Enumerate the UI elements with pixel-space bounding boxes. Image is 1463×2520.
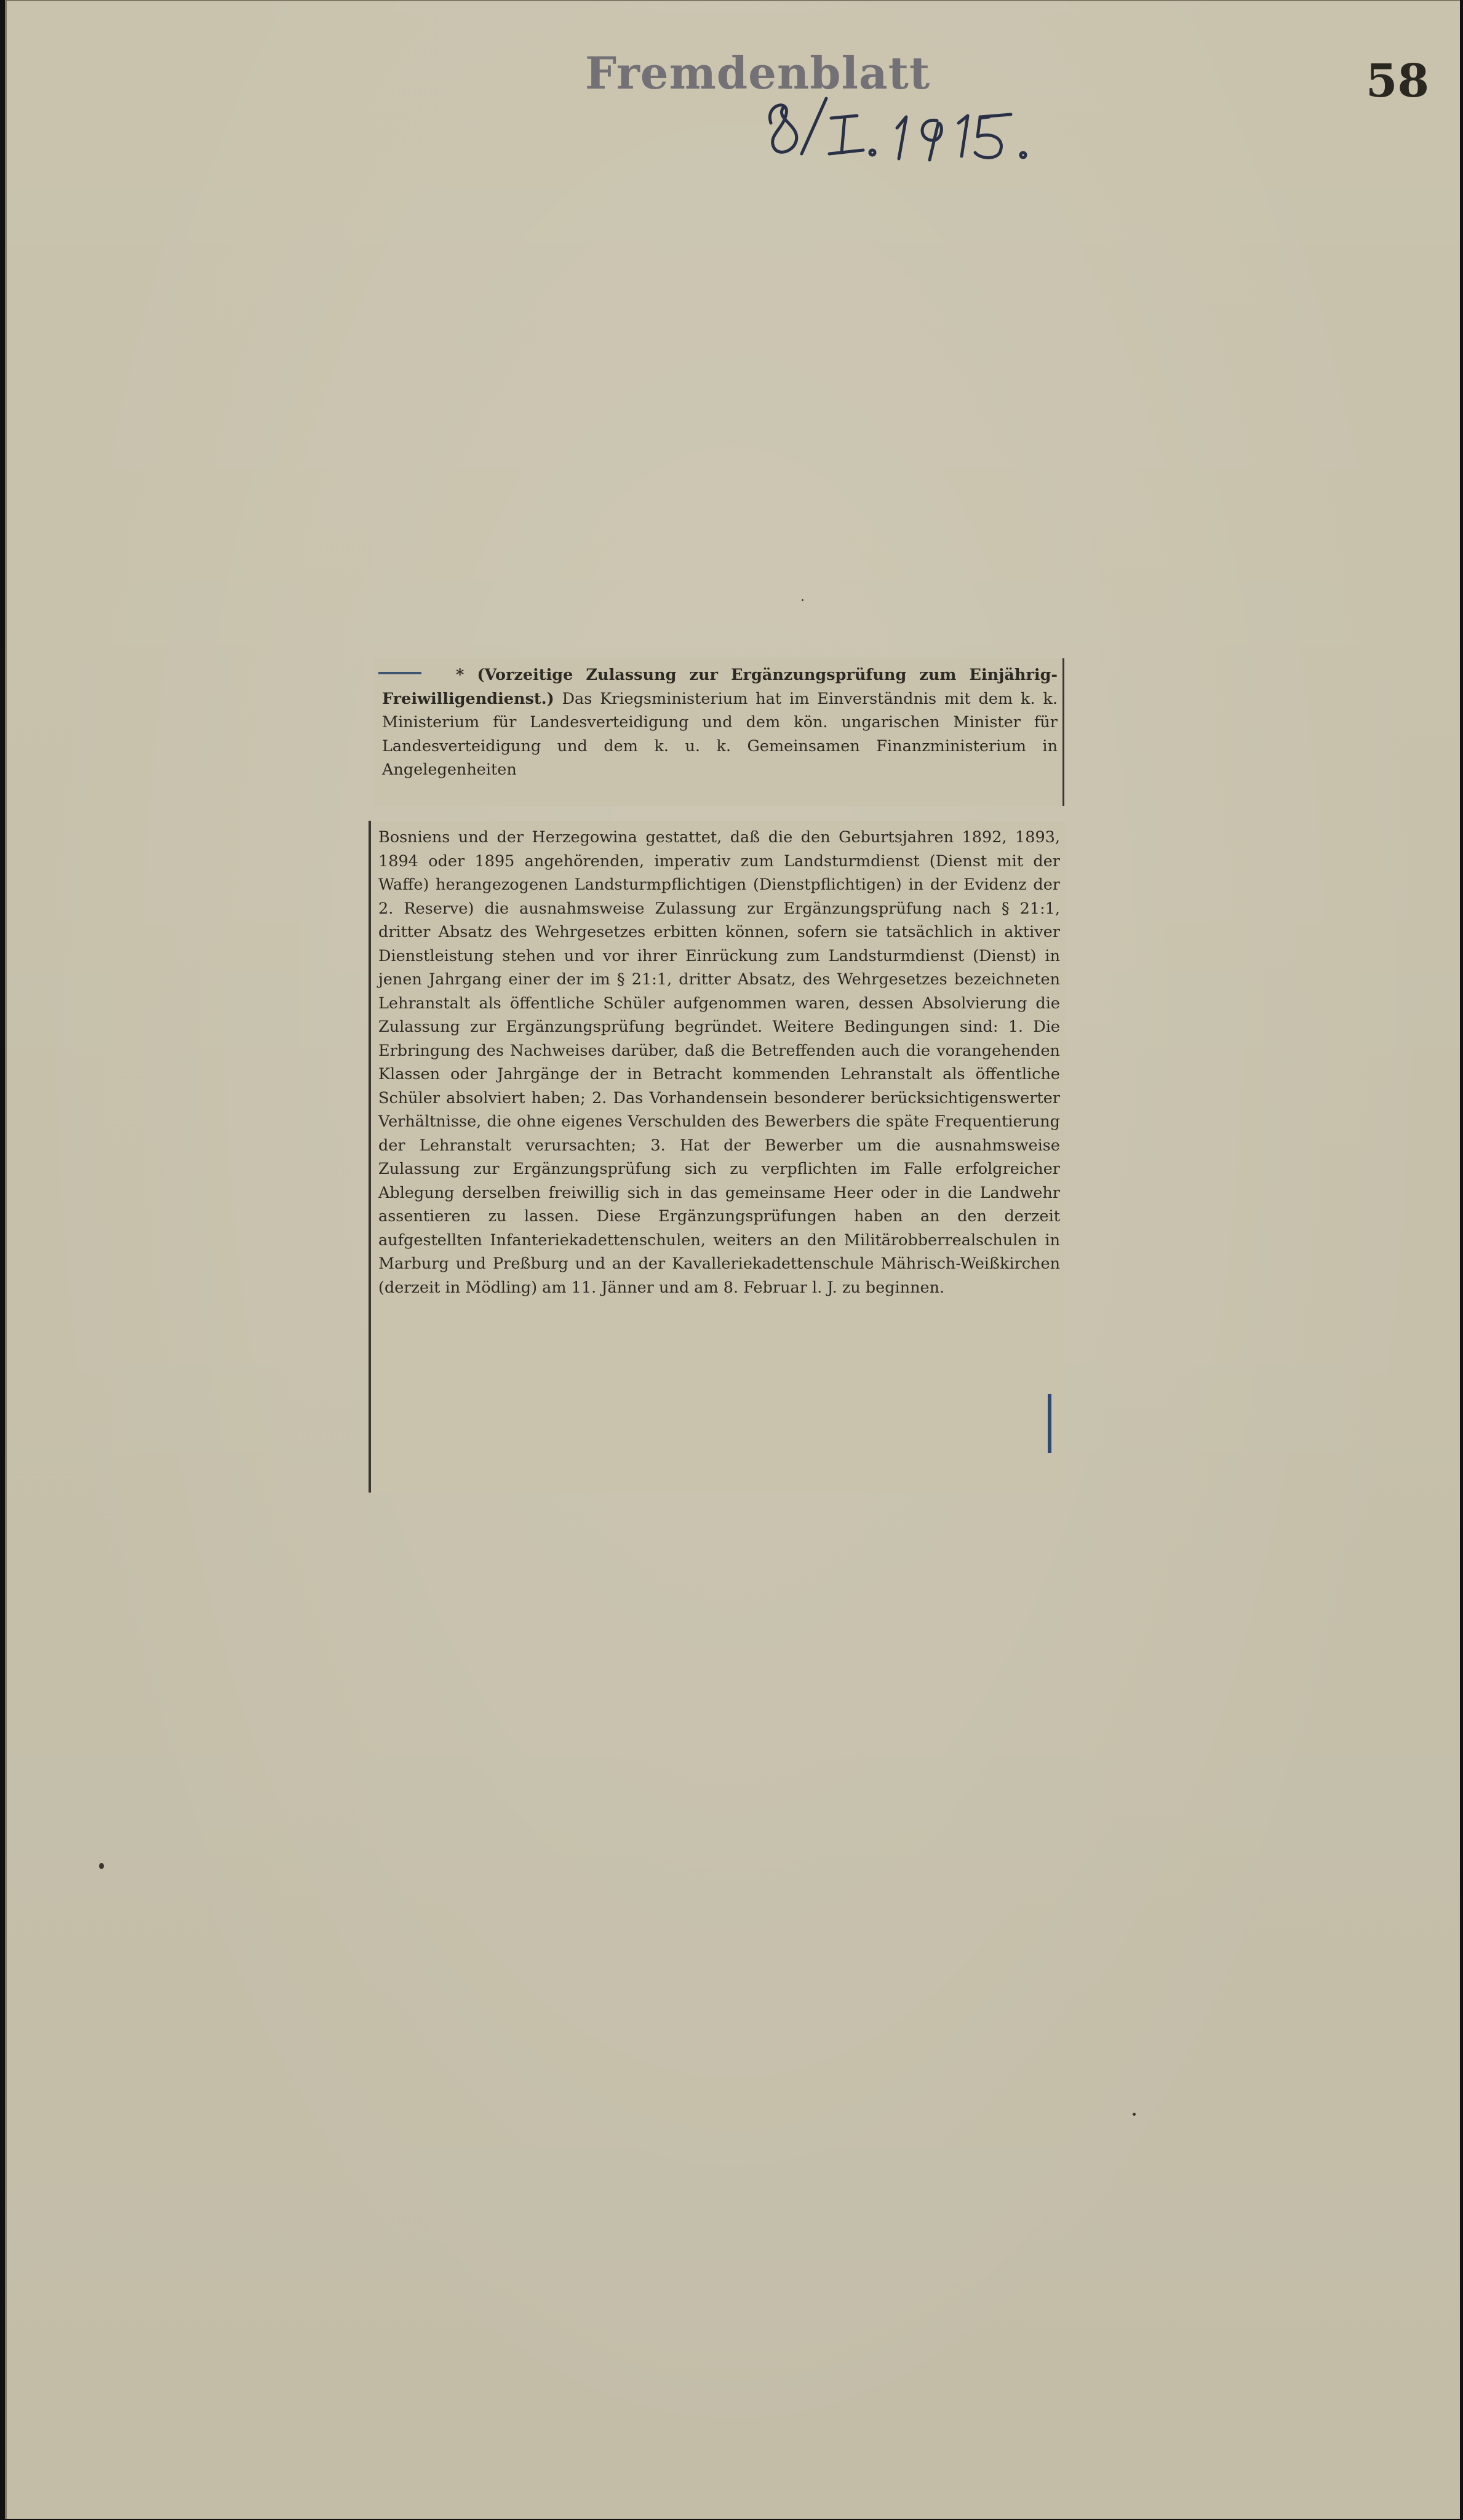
paper-speck xyxy=(1133,2113,1136,2116)
article-paragraph-top: Das Kriegsministerium hat im Einverständnis mit dem k. k. Ministerium für Landesverteidigung und dem kön. ungarischen Minister für Landesverteidigung und dem k. u. k. Gemeinsamen Finanzministerium in Angelegenheiten xyxy=(382,689,1058,779)
clipping-text-bottom xyxy=(378,826,1060,1490)
margin-mark xyxy=(1048,1394,1051,1453)
page-number: 58 xyxy=(1366,55,1429,108)
paper-speck xyxy=(802,599,803,601)
paper-speck xyxy=(99,1863,104,1869)
article-headline: * (Vorzeitige Zulassung zur Ergänzungsprüfung zum Einjährig-Freiwilligendienst.) xyxy=(382,666,1058,708)
clipping-text-top xyxy=(382,663,1058,803)
article-paragraph-bottom: Bosniens und der Herzegowina gestattet, daß die den Geburtsjahren 1892, 1893, 1894 oder 1895 angehörenden, imperativ zum Landsturmdienst (Dienst mit der Waffe) herangezogenen Landsturmpflichtigen (Dienstpflichtigen) in der Evidenz der 2. Reserve) die ausnahmsweise Zulassung zur Ergänzungsprüfung nach § 21:1, dritter Absatz des Wehrgesetzes erbitten können, sofern sie tatsächlich in aktiver Dienstleistung stehen und vor ihrer Einrückung zum Landsturmdienst (Dienst) in jenen Jahrgang einer der im § 21:1, dritter Absatz, des Wehrgesetzes bezeichneten Lehranstalt als öffentliche Schüler aufgenommen waren, dessen Absolvierung die Zulassung zur Ergänzungsprüfung begründet. Weitere Bedingungen sind: 1. Die Erbringung des Nachweises darüber, daß die Betreffenden auch die vorangehenden Klassen oder Jahrgänge der in Betracht kommenden Lehranstalt als öffentliche Schüler absolviert haben; 2. Das Vorhandensein besonderer berücksichtigenswerter Verhältnisse, die ohne eigenes Verschulden des Bewerbers die späte Frequentierung der Lehranstalt verursachten; 3. Hat der Bewerber um die ausnahmsweise Zulassung zur Ergänzungsprüfung sich zu verpflichten im Falle erfolgreicher Ablegung derselben freiwillig sich in das gemeinsame Heer oder in die Landwehr assentieren zu lassen. Diese Ergänzungsprüfungen haben an den derzeit aufgestellten Infanteriekadettenschulen, weiters an den Militärobberrealschulen in Marburg und Preßburg und an der Kavalleriekadettenschule Mährisch-Weißkirchen (derzeit in Mödling) am 11. Jänner und am 8. Februar l. J. zu beginnen. xyxy=(378,828,1060,1297)
newspaper-stamp: Fremdenblatt xyxy=(585,47,931,99)
archive-sheet xyxy=(5,0,1460,2519)
handwritten-date-signature xyxy=(759,80,1042,166)
clipping-part-1 xyxy=(375,658,1064,806)
clipping-part-2 xyxy=(369,821,1065,1493)
